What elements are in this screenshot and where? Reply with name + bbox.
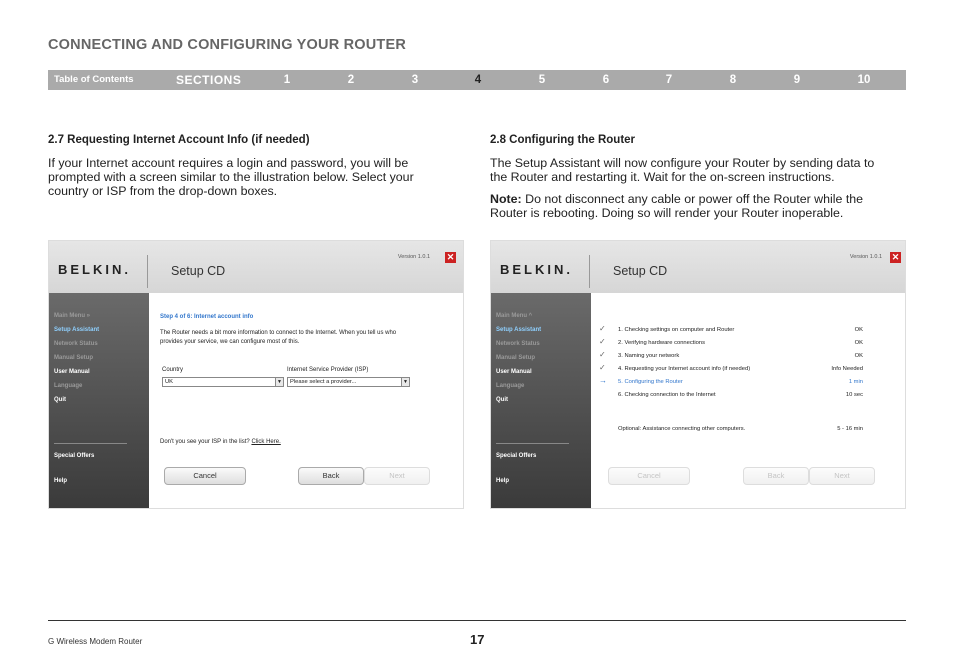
window-content [591,293,906,509]
arrow-right-icon: → [599,376,607,385]
step-status: OK [854,327,863,333]
section-body-2-8 [490,156,906,184]
note-paragraph [490,192,906,220]
nav-section-5[interactable]: 5 [538,74,546,86]
checkmark-icon: ✓ [599,350,606,359]
nav-section-6[interactable]: 6 [602,74,610,86]
intro-line: provides your service, we can configure most of this. [160,339,300,345]
setup-window-configuring [490,240,906,509]
sidebar-item-special-offers[interactable]: Special Offers [54,453,95,459]
nav-section-4[interactable]: 4 [474,74,482,86]
nav-table-of-contents[interactable]: Table of Contents [54,74,134,85]
nav-section-3[interactable]: 3 [411,74,419,86]
missing-isp-text [160,438,281,447]
window-header [491,241,905,293]
section-nav-bar [48,70,906,90]
missing-isp-question: Don't you see your ISP in the list? [160,439,250,445]
step-label: 4. Requesting your Internet account info (if needed) [618,366,751,372]
body-line: prompted with a screen similar to the illustration below. Select your [48,170,414,185]
sidebar-item-quit[interactable]: Quit [496,397,508,403]
isp-value: Please select a provider... [290,379,357,385]
cancel-button[interactable]: Cancel [608,467,690,485]
footer-divider [48,620,906,621]
belkin-logo: BELKIN. [500,262,573,277]
sidebar-item-user-manual[interactable]: User Manual [496,369,532,375]
close-icon[interactable]: ✕ [446,252,455,262]
nav-section-8[interactable]: 8 [729,74,737,86]
nav-section-1[interactable]: 1 [283,74,291,86]
page-title: CONNECTING AND CONFIGURING YOUR ROUTER [48,37,407,53]
country-label: Country [162,367,184,373]
window-sidebar [491,293,591,509]
chevron-up-icon: ^ [528,313,533,319]
page-number: 17 [470,632,485,647]
nav-section-2[interactable]: 2 [347,74,355,86]
back-button[interactable]: Back [743,467,809,485]
sidebar-item-network-status[interactable]: Network Status [54,341,98,347]
note-line [490,192,906,206]
sidebar-item-setup-assistant[interactable]: Setup Assistant [54,327,100,333]
step-status: Info Needed [831,366,863,372]
note-label: Note: [490,192,522,206]
body-line: the Router and restarting it. Wait for the on-screen instructions. [490,170,835,185]
sidebar-item-label: Main Menu [496,313,527,319]
sidebar-item-help[interactable]: Help [496,478,510,484]
sidebar-item-user-manual[interactable]: User Manual [54,369,90,375]
sidebar-divider [54,443,127,444]
country-select[interactable] [162,377,284,387]
sidebar-item-network-status[interactable]: Network Status [496,341,540,347]
chevron-down-icon: » [86,313,91,319]
sidebar-item-help[interactable]: Help [54,478,68,484]
version-label: Version 1.0.1 [849,254,882,260]
section-body-2-7 [48,156,468,199]
checkmark-icon: ✓ [599,324,606,333]
body-line: The Setup Assistant will now configure your Router by sending data to [490,156,875,170]
sidebar-item-manual-setup[interactable]: Manual Setup [54,355,94,361]
intro-text [160,329,396,347]
chevron-down-icon[interactable]: ▼ [275,378,283,386]
click-here-link[interactable]: Click Here. [251,439,281,445]
section-heading-2-7: 2.7 Requesting Internet Account Info (if needed) [48,134,310,146]
window-content [149,293,464,509]
body-line: If your Internet account requires a login and password, you will be [48,156,409,170]
next-button[interactable]: Next [809,467,875,485]
sidebar-item-language[interactable]: Language [54,383,83,389]
chevron-down-icon[interactable]: ▼ [401,378,409,386]
sidebar-divider [496,443,569,444]
intro-line: The Router needs a bit more information to connect to the Internet. When you tell us who [160,330,397,336]
back-button[interactable]: Back [298,467,364,485]
step-label: 2. Verifying hardware connections [618,340,706,346]
checkmark-icon: ✓ [599,363,606,372]
sidebar-item-quit[interactable]: Quit [54,397,66,403]
isp-label: Internet Service Provider (ISP) [287,367,369,373]
version-label: Version 1.0.1 [397,254,430,260]
sidebar-item-special-offers[interactable]: Special Offers [496,453,537,459]
step-status-current: 1 min [848,379,863,385]
step-status: OK [854,353,863,359]
header-divider [147,255,148,288]
optional-step-time: 5 - 16 min [837,426,863,432]
step-status: 10 sec [845,392,863,398]
next-button[interactable]: Next [364,467,430,485]
step-label: 3. Naming your network [618,353,680,359]
sidebar-item-setup-assistant[interactable]: Setup Assistant [496,327,542,333]
step-label: 1. Checking settings on computer and Router [618,327,735,333]
step-status: OK [854,340,863,346]
nav-sections-label: SECTIONS [176,73,242,87]
step-title: Step 4 of 6: Internet account info [160,314,254,320]
step-label-current: 5. Configuring the Router [618,379,683,385]
section-heading-2-8: 2.8 Configuring the Router [490,134,636,146]
sidebar-item-manual-setup[interactable]: Manual Setup [496,355,536,361]
window-sidebar [49,293,149,509]
step-label: 6. Checking connection to the Internet [618,392,716,398]
window-header [49,241,463,293]
cancel-button[interactable]: Cancel [164,467,246,485]
country-value: UK [165,379,174,385]
sidebar-item-label: Main Menu [54,313,85,319]
sidebar-item-main-menu[interactable] [54,313,90,319]
checkmark-icon: ✓ [599,337,606,346]
setup-window-account-info [48,240,464,509]
note-text: Do not disconnect any cable or power off the Router while the [521,192,864,206]
note-line: Router is rebooting. Doing so will render your Router inoperable. [490,206,844,221]
nav-section-7[interactable]: 7 [665,74,673,86]
header-divider [589,255,590,288]
optional-step-label: Optional: Assistance connecting other computers. [618,426,746,432]
nav-section-10[interactable]: 10 [857,74,871,86]
sidebar-item-main-menu[interactable] [496,313,532,319]
footer-product-name: G Wireless Modem Router [48,637,143,646]
body-line: country or ISP from the drop-down boxes. [48,184,278,199]
nav-section-9[interactable]: 9 [793,74,801,86]
sidebar-item-language[interactable]: Language [496,383,525,389]
product-title: Setup CD [171,264,226,278]
isp-select[interactable] [287,377,410,387]
belkin-logo: BELKIN. [58,262,131,277]
product-title: Setup CD [613,264,668,278]
close-icon[interactable]: ✕ [891,252,900,262]
